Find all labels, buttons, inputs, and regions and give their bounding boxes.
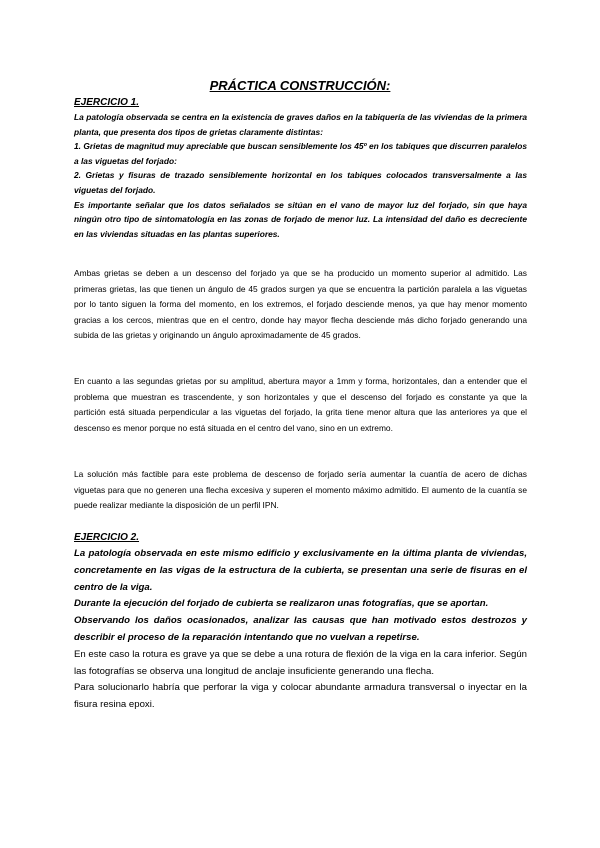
exercise-1-statement-intro: La patología observada se centra en la existencia de graves daños en la tabiquería de las viviendas de la primera planta, que presenta dos tipos de grietas claramente distintas: <box>74 112 527 137</box>
exercise-2-answer-solution: Para solucionarlo habría que perforar la viga y colocar abundante armadura transversal o inyectar en la fisura resina epoxi. <box>74 682 527 711</box>
exercise-1-answer-text: Ambas grietas se deben a un descenso del forjado ya que se ha producido un momento superior al admitido. Las primeras grietas, las que tienen un ángulo de 45 grados surgen ya que se encuentra la partición paralela a las viguetas por lo tanto siguen la forma del momento, en los extremos, el forjado desciende menos, ya que hay menor momento gracias a los cercos, mientras que en el centro, donde hay mayor flecha desciende más dicho forjado generando una subida de las grietas y originando un ángulo aproximadamente de 45 grados. <box>74 268 527 340</box>
exercise-2-answer-cause: En este caso la rotura es grave ya que se debe a una rotura de flexión de la viga en la cara inferior. Según las fotografías se observa una longitud de anclaje insuficiente generando una flecha. <box>74 648 527 677</box>
exercise-1-answer-paragraph-1 <box>74 266 527 344</box>
exercise-2-section <box>74 530 527 714</box>
exercise-2-statement-task: Observando los daños ocasionados, analizar las causas que han motivado estos destrozos y describir el proceso de la reparación intentando que no vuelvan a repetirse. <box>74 615 527 643</box>
exercise-2-heading: EJERCICIO 2. <box>74 532 140 543</box>
exercise-1-answer-text: La solución más factible para este problema de descenso de forjado sería aumentar la cuantía de acero de dichas viguetas para que no generen una flecha excesiva y superen el momento máximo admitido. El aumento de la cuantía se puede realizar mediante la disposición de un perfil IPN. <box>74 469 527 510</box>
exercise-1-heading: EJERCICIO 1. <box>74 97 140 108</box>
exercise-1-statement-item-1: 1. Grietas de magnitud muy apreciable que buscan sensiblemente los 45º en los tabiques que discurren paralelos a las viguetas del forjado: <box>74 141 527 166</box>
exercise-1-answer-paragraph-3 <box>74 467 527 514</box>
exercise-1-answer-text: En cuanto a las segundas grietas por su amplitud, abertura mayor a 1mm y forma, horizontales, dan a entender que el problema que muestran es trascendente, y son horizontales y que el descenso del forjado es constante ya que la partición está situada perpendicular a las viguetas del forjado, la grita tiene menor altura que las anteriores ya que el descenso es menor porque no está situada en el centro del vano, sino en un extremo. <box>74 376 527 433</box>
exercise-1-statement-section <box>74 96 527 241</box>
exercise-1-statement-note: Es importante señalar que los datos señalados se sitúan en el vano de mayor luz del forjado, sin que haya ningún otro tipo de sintomatología en las zonas de forjado de menor luz. La intensidad del daño es decreciente en las viviendas situadas en las plantas superiores. <box>74 199 527 239</box>
exercise-1-answer-paragraph-2 <box>74 374 527 436</box>
exercise-2-statement-photos: Durante la ejecución del forjado de cubierta se realizaron unas fotografías, que se aportan. <box>74 598 489 610</box>
exercise-1-statement-item-2: 2. Grietas y fisuras de trazado sensiblemente horizontal en los tabiques colocados transversalmente a las viguetas del forjado. <box>74 170 527 195</box>
document-title: PRÁCTICA CONSTRUCCIÓN: <box>209 78 391 93</box>
exercise-2-statement-intro: La patología observada en este mismo edificio y exclusivamente en la última planta de viviendas, concretamente en las vigas de la estructura de la cubierta, se presentan una serie de fisuras en el centro de la viga. <box>74 548 527 593</box>
